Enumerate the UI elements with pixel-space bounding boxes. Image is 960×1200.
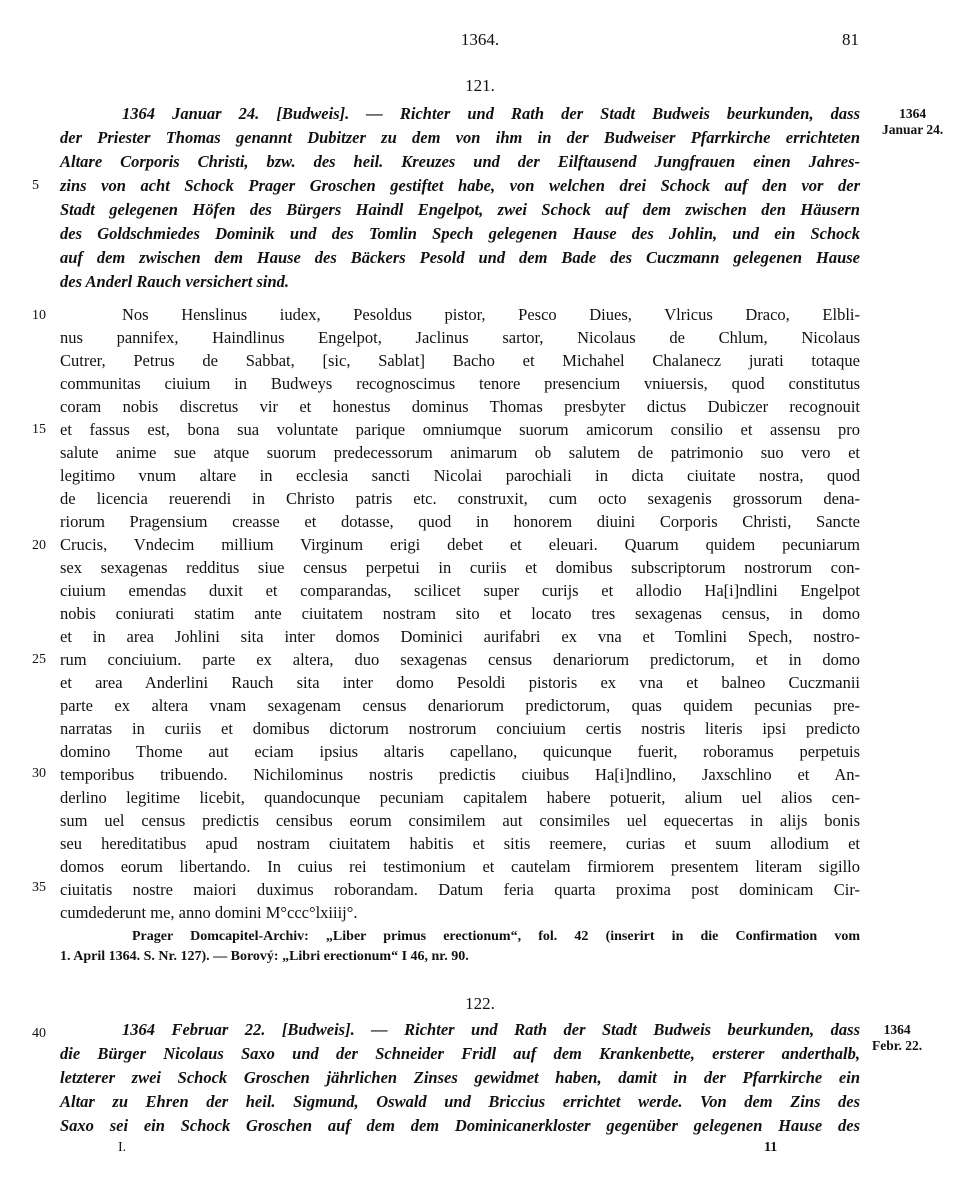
regest-line: Stadt gelegenen Höfen des Bürgers Haindl Engelpot, zwei Schock auf dem zwischen den Häusern: [60, 200, 860, 219]
regest-line: Altar zu Ehren der heil. Sigmund, Oswald und Briccius errichtet werde. Von dem Zins des: [60, 1092, 860, 1111]
margin-day: Febr. 22.: [872, 1038, 923, 1053]
text-line: salute anime sue atque suorum predecessorum animarum ob salutem de patrimonio suo vero et: [60, 443, 860, 462]
line-number: 10: [32, 308, 46, 323]
line-number: 30: [32, 766, 46, 781]
line-number: 15: [32, 422, 46, 437]
text-line: derlino legitime licebit, quandocunque pecuniam capitalem habere potuerit, alium uel alios cen-: [60, 788, 860, 807]
regest-line: Saxo sei ein Schock Groschen auf dem dem Dominicanerkloster gegenüber gelegenen Hause des: [60, 1116, 860, 1135]
text-line: riorum Pragensium creasse et dotasse, quod in honorem diuini Corporis Christi, Sancte: [60, 512, 860, 531]
margin-year: 1364: [899, 106, 927, 121]
margin-year: 1364: [883, 1022, 911, 1037]
regest-line: die Bürger Nicolaus Saxo und der Schneider Fridl auf dem Krankenbette, ersterer anderthalb,: [60, 1044, 860, 1063]
text-line: coram nobis discretus vir et honestus dominus Thomas presbyter dictus Dubiczer recognouit: [60, 397, 860, 416]
text-line: sex sexagenas redditus siue census perpetui in curiis et domibus subscriptorum nostrorum con-: [60, 558, 860, 577]
text-line: et in area Johlini sita inter domos Dominici aurifabri ex vna et Tomlini Spech, nostro-: [60, 627, 860, 646]
regest-line: des Anderl Rauch versichert sind.: [60, 272, 290, 291]
text-line: et fassus est, bona sua voluntate parique omniumque suorum amicorum consilio et assensu pro: [60, 420, 860, 439]
text-line: seu hereditatibus apud nostram ciuitatem habitis et sitis reemere, curias et suum allodium et: [60, 834, 860, 853]
text-line: Cutrer, Petrus de Sabbat, [sic, Sablat] Bacho et Michahel Chalanecz jurati totaque: [60, 351, 860, 370]
text-line: temporibus tribuendo. Nichilominus nostris predictis ciuibus Ha[i]ndlino, Jaxschlino et An-: [60, 765, 860, 784]
text-line: sum uel census predictis censibus eorum consimilem aut consimiles uel equecertas in alijs bonis: [60, 811, 860, 830]
regest-line: 1364 Januar 24. [Budweis]. — Richter und Rath der Stadt Budweis beurkunden, dass: [122, 104, 860, 123]
margin-date-121: [882, 106, 943, 138]
text-line: Crucis, Vndecim millium Virginum erigi debet et eleuari. Quarum quidem pecuniarum: [60, 535, 860, 554]
document-number-122: 122.: [465, 994, 495, 1013]
line-number: 5: [32, 178, 39, 193]
regest-line: auf dem zwischen dem Hause des Bäckers Pesold und dem Bade des Cuczmann gelegenen Hause: [60, 248, 860, 267]
line-number: 40: [32, 1026, 46, 1041]
signature-mark: I.: [118, 1140, 127, 1155]
line-number: 20: [32, 538, 46, 553]
regest-line: letzterer zwei Schock Groschen jährlichen Zinses gewidmet haben, damit in der Pfarrkirche ein: [60, 1068, 860, 1087]
text-line: legitimo vnum altare in ecclesia sancti Nicolai parochiali in dicta ciuitate nostra, quod: [60, 466, 860, 485]
text-line: parte ex altera vnam sexagenam census denariorum predictorum, quas quidem pecunias pre-: [60, 696, 860, 715]
regest-line: zins von acht Schock Prager Groschen gestiftet habe, von welchen drei Schock auf den vor der: [60, 176, 860, 195]
regest-line: der Priester Thomas genannt Dubitzer zu dem von ihm in der Budweiser Pfarrkirche errichteten: [60, 128, 860, 147]
text-line: et area Anderlini Rauch sita inter domo Pesoldi pistoris ex vna et balneo Cuczmanii: [60, 673, 860, 692]
text-line: ciuium emendas duxit et comparandas, scilicet super curijs et allodio Ha[i]ndlini Engelpot: [60, 581, 860, 600]
running-head-year: 1364.: [460, 30, 500, 49]
document-number-121: 121.: [465, 76, 495, 95]
line-number: 25: [32, 652, 46, 667]
text-line: communitas ciuium in Budweys recognoscimus tenore presencium vniuersis, quod constitutus: [60, 374, 860, 393]
line-number: 35: [32, 880, 46, 895]
source-line: 1. April 1364. S. Nr. 127). — Borový: „Libri erectionum“ I 46, nr. 90.: [60, 949, 469, 964]
text-line: domino Thome aut eciam ipsius altaris capellano, quicunque fuerit, roboramus perpetuis: [60, 742, 860, 761]
text-line: domos eorum libertando. In cuius rei testimonium et cautelam firmiorem presentem literam sigillo: [60, 857, 860, 876]
regest-line: 1364 Februar 22. [Budweis]. — Richter und Rath der Stadt Budweis beurkunden, dass: [122, 1020, 860, 1039]
text-line: rum conciuium. parte ex altera, duo sexagenas census denariorum predictorum, et in domo: [60, 650, 860, 669]
regest-line: des Goldschmiedes Dominik und des Tomlin Spech gelegenen Hause des Johlin, und ein Schock: [60, 224, 860, 243]
regest-line: Altare Corporis Christi, bzw. des heil. Kreuzes und der Eilftausend Jungfrauen einen Jahres-: [60, 152, 860, 171]
text-line: cumdederunt me, anno domini M°ccc°lxiiij°.: [60, 903, 358, 922]
text-line: nobis coniurati statim ante ciuitatem nostram sito et locato tres sexagenas census, in domo: [60, 604, 860, 623]
sheet-number: 11: [764, 1140, 778, 1155]
text-line: narratas in curiis et domibus dictorum nostrorum conciuium certis nostris literis ipsi predicto: [60, 719, 860, 738]
source-line: Prager Domcapitel-Archiv: „Liber primus erectionum“, fol. 42 (inserirt in die Confirmation vom: [132, 929, 860, 944]
text-line: Nos Henslinus iudex, Pesoldus pistor, Pesco Diues, Vlricus Draco, Elbli-: [122, 305, 860, 324]
page-number: 81: [842, 30, 859, 49]
text-line: de licencia reuerendi in Christo patris etc. construxit, cum octo sexagenis grossorum dena-: [60, 489, 860, 508]
text-line: nus pannifex, Haindlinus Engelpot, Jaclinus sartor, Nicolaus de Chlum, Nicolaus: [60, 328, 860, 347]
margin-day: Januar 24.: [882, 122, 944, 137]
margin-date-122: [872, 1022, 922, 1054]
text-line: ciuitatis nostre maiori duximus roborandam. Datum feria quarta proxima post dominicam Cir-: [60, 880, 860, 899]
